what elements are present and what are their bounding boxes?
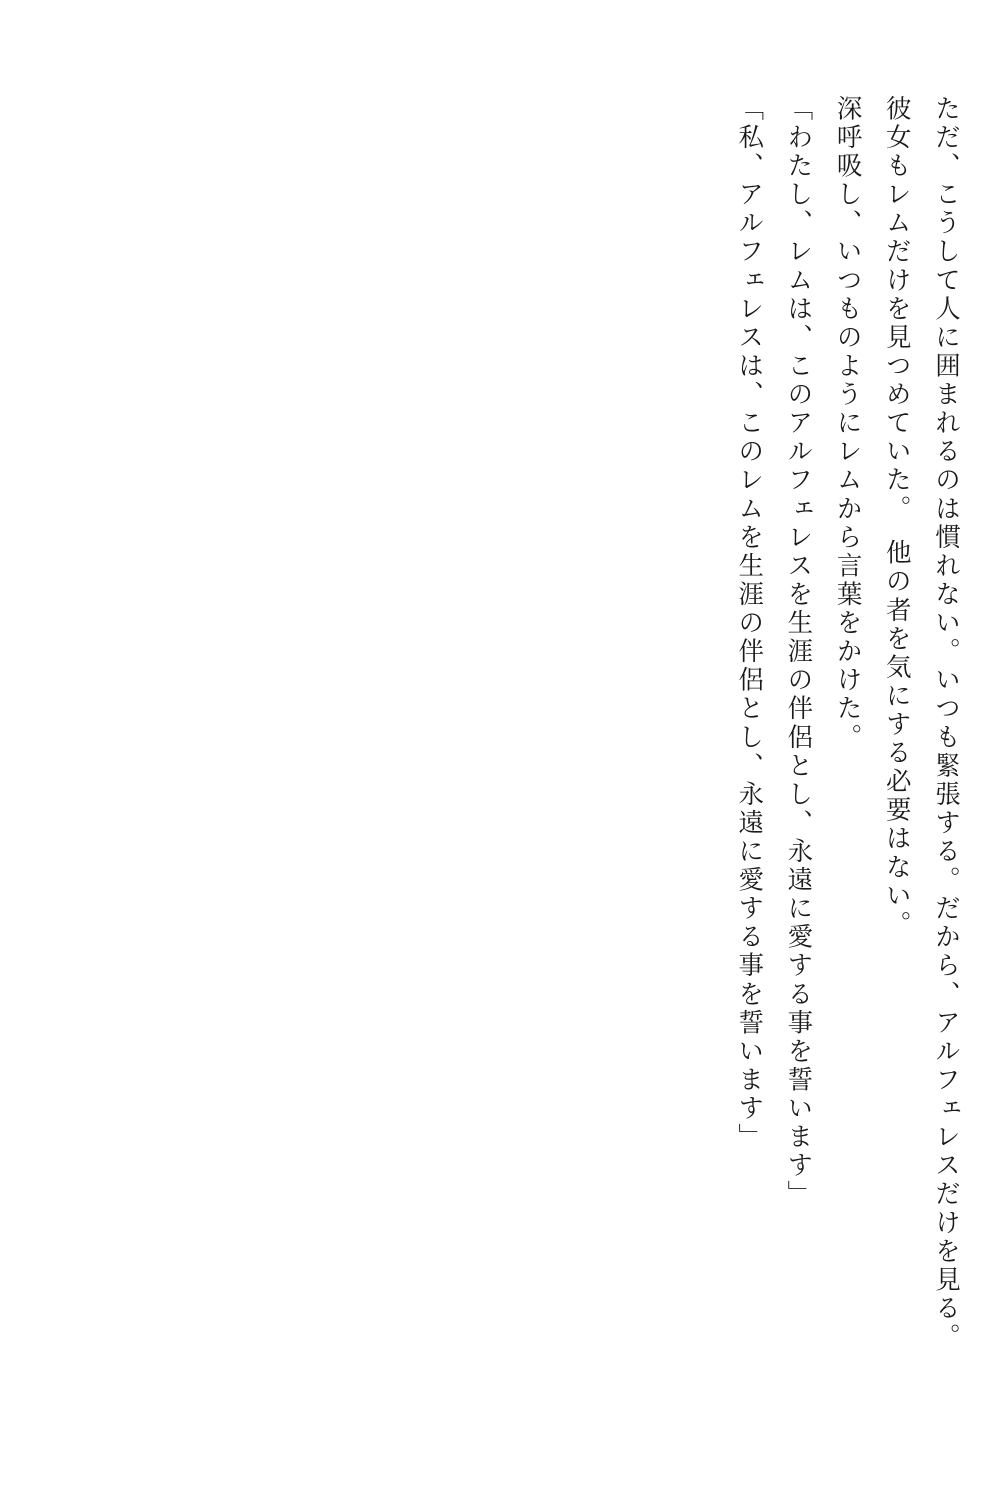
paragraph: 彼女もレムだけを見つめていた。 他の者を気にする必要はない。	[881, 95, 912, 940]
paragraph: ただ、こうして人に囲まれるのは慣れない。いつも緊張する。だから、アルフェレスだけを見る。	[931, 95, 961, 1352]
paragraph: 「わたし、レムは、このアルフェレスを生涯の伴侶とし、永遠に愛する事を誓います」	[783, 95, 814, 1209]
vertical-text-body	[724, 95, 970, 1405]
paragraph: 「私、アルフェレスは、このレムを生涯の伴侶とし、永遠に愛する事を誓います」	[734, 95, 765, 1152]
paragraph: 深呼吸し、いつものようにレムから言葉をかけた。	[832, 95, 863, 752]
